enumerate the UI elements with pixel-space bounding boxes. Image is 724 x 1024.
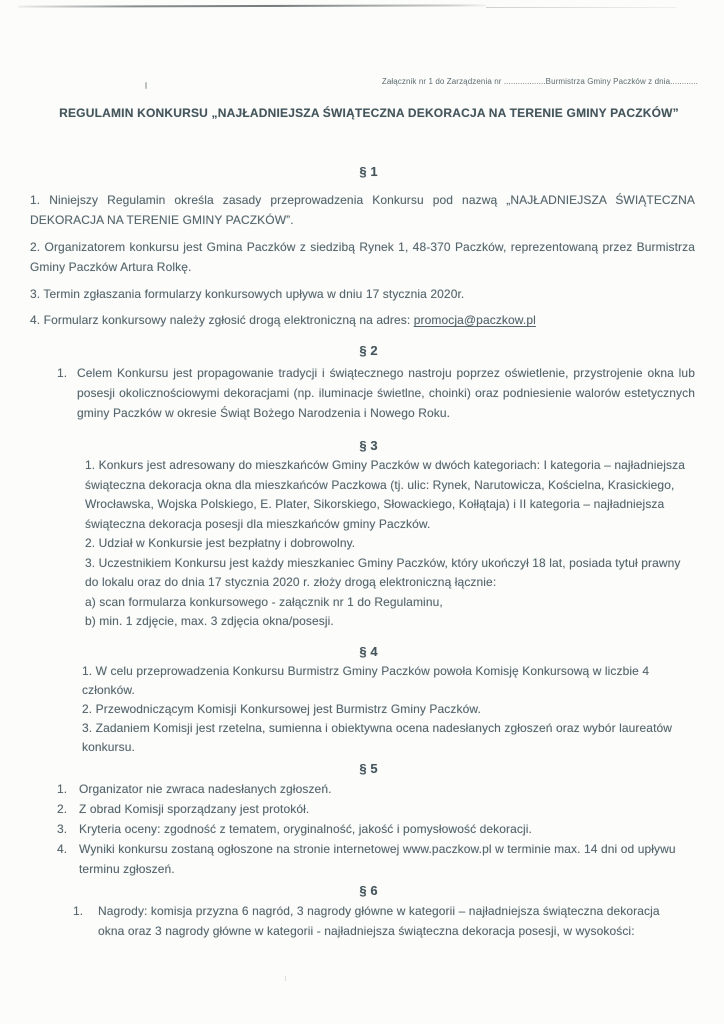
numbered-list [30, 779, 695, 879]
paragraph: 2. Udział w Konkursie jest bezpłatny i dobrowolny. [85, 536, 356, 550]
item-text: Nagrody: komisja przyzna 6 nagród, 3 nagrody główne w kategorii – najładniejsza świąteczna dekoracja okna oraz 3 nagrody główne w kategorii - najładniejsza świąteczna dekoracja posesji, w wysokości: [98, 903, 660, 938]
paragraph: 3. Termin zgłaszania formularzy konkursowych upływa w dniu 17 stycznia 2020r. [30, 287, 465, 301]
item-number: 2. [57, 801, 68, 816]
section-6 [30, 881, 695, 941]
section-5 [30, 759, 695, 879]
paragraph: 3. Uczestnikiem Konkursu jest każdy mieszkaniec Gminy Paczków, który ukończył 18 lat, posiada tytuł prawny do lokalu oraz do dnia 17 stycznia 2020 r. złoży drogą elektroniczną łącznie: [85, 555, 681, 589]
item-number: 1. [73, 903, 84, 918]
item-number: 3. [57, 821, 68, 836]
section-1-heading: § 1 [359, 164, 378, 179]
section-4-heading: § 4 [359, 643, 378, 659]
section-4 [30, 642, 695, 757]
scan-artifact-line-faint [486, 7, 676, 8]
paragraph: 3. Zadaniem Komisji jest rzetelna, sumienna i obiektywna ocena nadesłanych zgłoszeń oraz wybór laureatów konkursu. [82, 720, 673, 754]
section-2-heading: § 2 [359, 343, 378, 358]
numbered-item [57, 839, 695, 879]
paragraph: 1. Niniejszy Regulamin określa zasady przeprowadzenia Konkursu pod nazwą „NAJŁADNIEJSZA ŚWIĄTECZNA DEKORACJA NA TERENIE GMINY PACZKÓW”. [30, 193, 695, 227]
paragraph: 1. Konkurs jest adresowany do mieszkańców Gminy Paczków w dwóch kategoriach: I kategoria – najładniejsza świąteczna dekoracja okna dla mieszkańców Paczkowa (tj. ulic: Rynek, Narutowicza, Kościelna, Krasickiego, Wrocławska, Wojska Polskiego, E. Plater, Sikorskiego, Słowackiego, Kołłątaja) i II kategoria – najładniejsza świąteczna dekoracja posesji dla mieszkańców gminy Paczków. [85, 458, 686, 531]
section-3-heading: § 3 [359, 438, 378, 453]
document-body [30, 160, 695, 941]
sub-item-a: a) scan formularza konkursowego - załącznik nr 1 do Regulaminu, [85, 594, 443, 609]
item-number: 1. [57, 366, 68, 380]
item-number: 1. [57, 781, 68, 796]
numbered-item [57, 363, 695, 423]
numbered-item [73, 901, 695, 941]
paragraph: 2. Przewodniczącym Komisji Konkursowej jest Burmistrz Gminy Paczków. [82, 701, 481, 716]
numbered-item [57, 819, 695, 839]
item-text: Organizator nie zwraca nadesłanych zgłoszeń. [79, 781, 332, 796]
section-2 [30, 341, 695, 423]
scan-speck [145, 82, 147, 89]
attachment-note: Załącznik nr 1 do Zarządzenia nr ..................Burmistrza Gminy Paczków z dnia............ [381, 77, 698, 86]
section-6-heading: § 6 [359, 882, 378, 898]
paragraph-with-link [30, 310, 695, 330]
item-number: 4. [57, 841, 68, 856]
scan-speck [285, 976, 286, 981]
paragraph-text: 4. Formularz konkursowy należy zgłosić drogą elektroniczną na adres: [30, 313, 414, 327]
document-title: REGULAMIN KONKURSU „NAJŁADNIEJSZA ŚWIĄTECZNA DEKORACJA NA TERENIE GMINY PACZKÓW” [59, 106, 679, 120]
item-text: Z obrad Komisji sporządzany jest protokół. [79, 801, 310, 816]
paragraph: 2. Organizatorem konkursu jest Gmina Paczków z siedzibą Rynek 1, 48-370 Paczków, reprezentowaną przez Burmistrza Gminy Paczków Artura Rolkę. [30, 240, 695, 274]
section-1 [30, 162, 695, 330]
paragraph: 1. W celu przeprowadzenia Konkursu Burmistrz Gminy Paczków powoła Komisję Konkursową w liczbie 4 członków. [82, 663, 650, 697]
numbered-item [57, 779, 695, 799]
section-3-block [85, 456, 695, 632]
item-text: Wyniki konkursu zostaną ogłoszone na stronie internetowej www.paczkow.pl w terminie max. 14 dni od upływu terminu zgłoszeń. [79, 841, 676, 876]
item-text: Kryteria oceny: zgodność z tematem, oryginalność, jakość i pomysłowość dekoracji. [79, 821, 532, 836]
sub-item-b: b) min. 1 zdjęcie, max. 3 zdjęcia okna/posesji. [85, 614, 334, 628]
numbered-item [57, 799, 695, 819]
section-5-heading: § 5 [359, 760, 378, 776]
section-3 [30, 436, 695, 632]
item-text: Celem Konkursu jest propagowanie tradycji i świątecznego nastroju poprzez oświetlenie, przystrojenie okna lub posesji okolicznościowymi dekoracjami (np. iluminacje świetlne, choinki) oraz podniesienie walorów estetycznych gminy Paczków w okresie Świąt Bożego Narodzenia i Nowego Roku. [77, 366, 695, 420]
scan-artifact-line [18, 4, 486, 7]
email-link: promocja@paczkow.pl [413, 313, 536, 327]
section-4-block [82, 662, 694, 757]
